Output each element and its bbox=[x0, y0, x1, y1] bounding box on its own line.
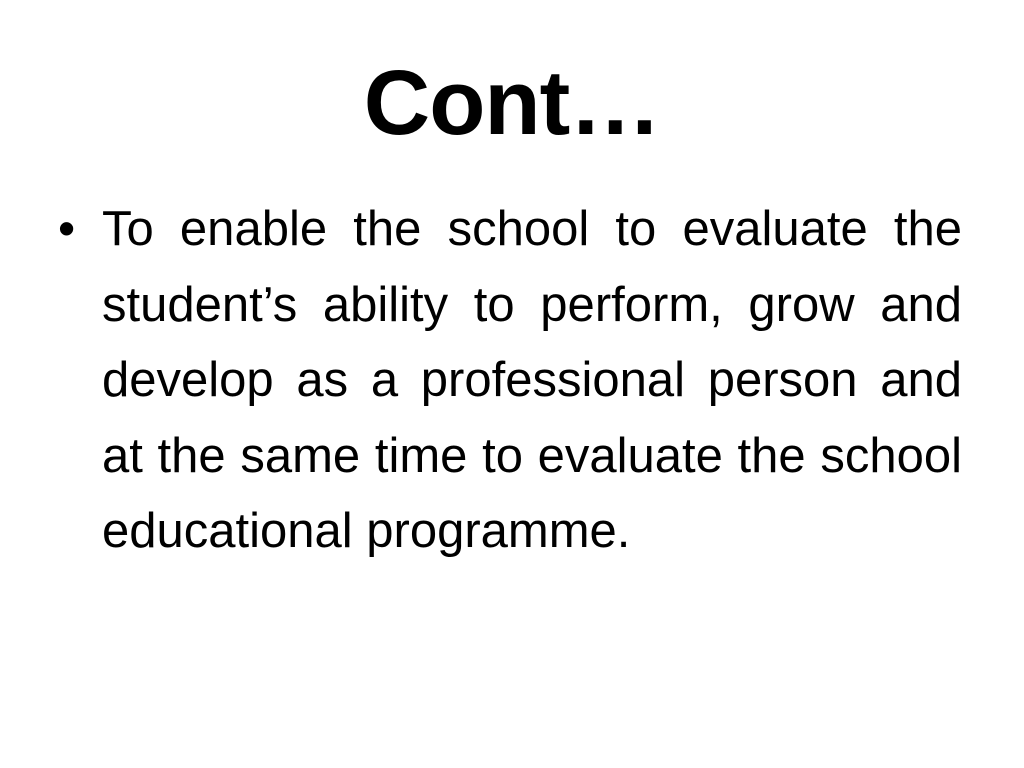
slide-title: Cont… bbox=[363, 52, 661, 154]
bullet-text: To enable the school to evaluate the student’s ability to perform, grow and develop as a professional person and at the same time to evaluate the school educational programme. bbox=[102, 202, 962, 558]
bullet-marker: • bbox=[58, 202, 76, 256]
bullet-item bbox=[56, 192, 962, 570]
bullet-list bbox=[56, 192, 962, 570]
